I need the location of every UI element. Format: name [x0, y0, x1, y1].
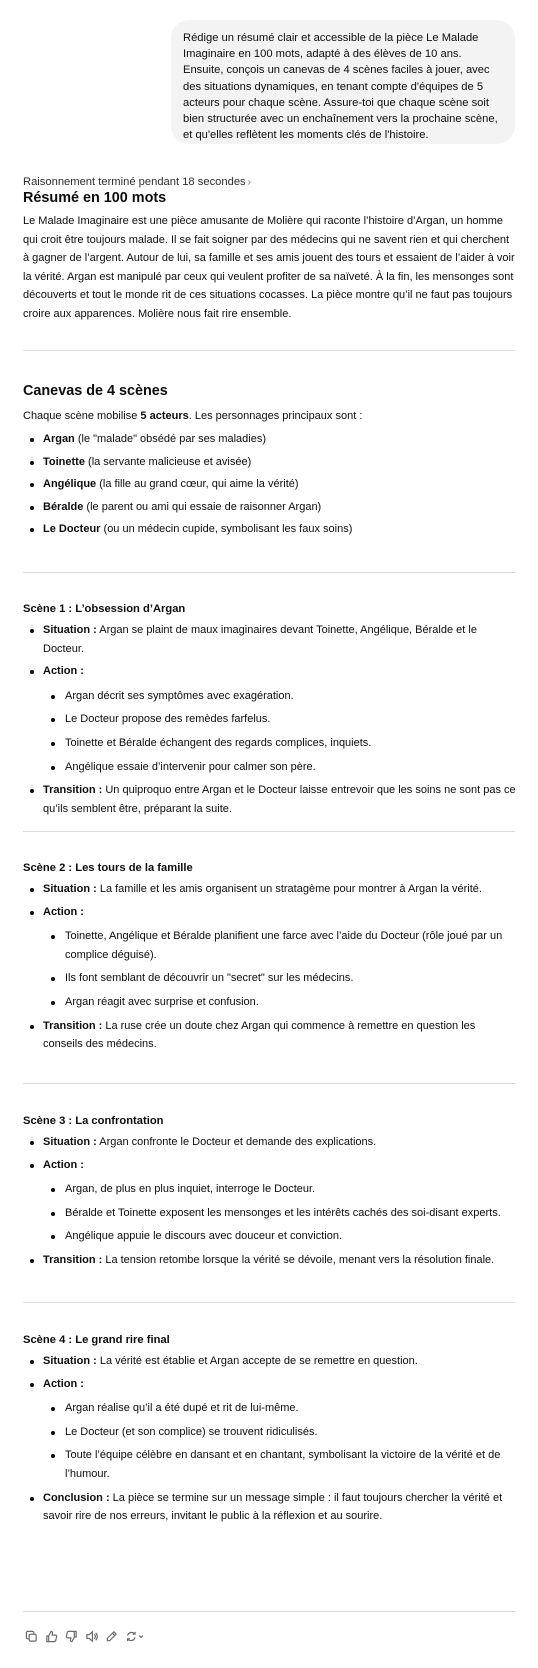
character-desc: (le "malade" obsédé par ses maladies)	[74, 433, 267, 445]
scene-1-list	[23, 621, 517, 818]
action-item: Toinette et Béralde échangent des regards complices, inquiets.	[23, 734, 517, 753]
scene-action	[23, 662, 517, 776]
situation-text: La famille et les amis organisent un stratagème pour montrer à Argan la vérité.	[96, 883, 482, 895]
transition-text: Un quiproquo entre Argan et le Docteur laisse entrevoir que les soins ne sont pas ce qu’ils semblent être, préparant la suite.	[43, 784, 516, 815]
character-name: Argan	[43, 433, 75, 445]
divider	[23, 572, 515, 573]
scene-1-title: Scène 1 : L’obsession d’Argan	[23, 603, 186, 615]
regenerate-icon[interactable]	[124, 1629, 146, 1643]
copy-icon[interactable]	[24, 1629, 38, 1643]
situation-label: Situation :	[43, 1355, 97, 1367]
action-item: Argan réagit avec surprise et confusion.	[23, 993, 517, 1012]
user-message-text: Rédige un résumé clair et accessible de la pièce Le Malade Imaginaire en 100 mots, adapté à des élèves de 10 ans. Ensuite, conçois un canevas de 4 scènes faciles à jouer, avec des situations dynamiques, en tenant compte d'équipes de 5 acteurs pour chaque scène. Assure-toi que chaque scène soit bien structurée avec un enchaînement vers la prochaine scène, et qu'elles reflètent les moments clés de l'histoire.	[183, 32, 498, 142]
scene-conclusion	[23, 1489, 517, 1526]
scene-action	[23, 903, 517, 1012]
transition-label: Transition :	[43, 1253, 103, 1266]
situation-text: Argan se plaint de maux imaginaires devant Toinette, Angélique, Béralde et le Docteur.	[43, 624, 477, 655]
action-label: Action :	[43, 905, 84, 918]
character-desc: (la servante malicieuse et avisée)	[84, 455, 252, 468]
chevron-down-icon	[139, 1635, 143, 1637]
scene-transition	[23, 781, 517, 818]
action-item: Argan, de plus en plus inquiet, interroge le Docteur.	[23, 1180, 517, 1199]
character-name: Le Docteur	[43, 523, 101, 536]
transition-label: Transition :	[43, 784, 103, 797]
character-desc: (le parent ou ami qui essaie de raisonner Argan)	[83, 500, 322, 513]
reasoning-label: Raisonnement terminé pendant 18 secondes	[23, 176, 246, 188]
character-item	[23, 453, 517, 472]
action-item: Le Docteur propose des remèdes farfelus.	[23, 710, 517, 729]
canvas-intro-suffix: . Les personnages principaux sont :	[188, 410, 363, 422]
conclusion-text: La pièce se termine sur un message simple : il faut toujours chercher la vérité et savoir rire de nos erreurs, invitant le public à la réflexion et au sourire.	[43, 1491, 503, 1523]
action-item: Angélique essaie d’intervenir pour calmer son père.	[23, 758, 517, 777]
action-item: Béralde et Toinette exposent les mensonges et les intérêts cachés des soi-disant experts.	[23, 1204, 517, 1223]
summary-title: Résumé en 100 mots	[23, 190, 167, 206]
canvas-intro	[23, 407, 517, 426]
action-label: Action :	[43, 1377, 84, 1390]
character-item	[23, 520, 517, 539]
situation-label: Situation :	[43, 624, 97, 636]
divider	[23, 350, 515, 351]
action-item: Argan décrit ses symptômes avec exagération.	[23, 687, 517, 706]
situation-text: La vérité est établie et Argan accepte de se remettre en question.	[96, 1355, 418, 1367]
transition-text: La tension retombe lorsque la vérité se dévoile, menant vers la résolution finale.	[102, 1253, 495, 1266]
character-item	[23, 430, 517, 449]
scene-action	[23, 1156, 517, 1246]
action-item: Ils font semblant de découvrir un "secret" sur les médecins.	[23, 969, 517, 988]
divider	[23, 1611, 515, 1612]
action-label: Action :	[43, 1158, 84, 1171]
speaker-icon[interactable]	[84, 1629, 98, 1643]
user-message-bubble	[171, 20, 515, 144]
message-actions-toolbar	[24, 1629, 146, 1643]
situation-label: Situation :	[43, 1136, 97, 1148]
divider	[23, 1302, 515, 1303]
scene-transition	[23, 1017, 517, 1054]
thumbs-up-icon[interactable]	[44, 1629, 58, 1643]
transition-text: La ruse crée un doute chez Argan qui commence à remettre en question les conseils des médecins.	[43, 1019, 476, 1051]
character-name: Béralde	[43, 500, 84, 513]
character-item	[23, 475, 517, 494]
canvas-title: Canevas de 4 scènes	[23, 383, 168, 399]
character-name: Angélique	[43, 478, 97, 491]
action-item: Argan réalise qu’il a été dupé et rit de lui-même.	[23, 1399, 517, 1418]
character-item	[23, 498, 517, 517]
action-item: Toute l’équipe célèbre en dansant et en chantant, symbolisant la victoire de la vérité et de l’humour.	[23, 1446, 517, 1483]
action-item: Angélique appuie le discours avec douceur et conviction.	[23, 1227, 517, 1246]
canvas-intro-prefix: Chaque scène mobilise	[23, 410, 141, 422]
scene-situation	[23, 621, 517, 658]
situation-label: Situation :	[43, 883, 97, 895]
canvas-intro-bold: 5 acteurs	[140, 410, 189, 422]
action-label: Action :	[43, 665, 84, 678]
scene-situation	[23, 1133, 517, 1152]
scene-2-title: Scène 2 : Les tours de la famille	[23, 862, 193, 874]
scene-4-list	[23, 1352, 517, 1526]
scene-action	[23, 1375, 517, 1484]
chevron-right-icon: ›	[247, 177, 251, 188]
conclusion-label: Conclusion :	[43, 1491, 110, 1504]
thumbs-down-icon[interactable]	[64, 1629, 78, 1643]
scene-3-list	[23, 1133, 517, 1270]
action-item: Le Docteur (et son complice) se trouvent ridiculisés.	[23, 1423, 517, 1442]
scene-4-title: Scène 4 : Le grand rire final	[23, 1334, 170, 1346]
character-desc: (ou un médecin cupide, symbolisant les faux soins)	[100, 523, 353, 536]
scene-2-list	[23, 880, 517, 1054]
scene-3-title: Scène 3 : La confrontation	[23, 1115, 164, 1127]
character-name: Toinette	[43, 455, 85, 468]
scene-situation	[23, 1352, 517, 1371]
situation-text: Argan confronte le Docteur et demande des explications.	[96, 1136, 377, 1148]
transition-label: Transition :	[43, 1019, 103, 1032]
edit-icon[interactable]	[104, 1629, 118, 1643]
divider	[23, 1083, 515, 1084]
action-item: Toinette, Angélique et Béralde planifient une farce avec l’aide du Docteur (rôle joué par un complice déguisé).	[23, 927, 517, 964]
reasoning-toggle[interactable]	[23, 176, 251, 188]
divider	[23, 831, 515, 832]
summary-text: Le Malade Imaginaire est une pièce amusante de Molière qui raconte l’histoire d’Argan, un homme qui croit être toujours malade. Il se fait soigner par des médecins qui ne savent rien et qui cherchent à gagner de l’argent. Autour de lui, sa famille et ses amis jouent des tours et essaient de l’aider à voir la vérité. Argan est manipulé par ceux qui veulent profiter de sa naïveté. À la fin, les mensonges sont découverts et tout le monde rit de ces situations cocasses. La pièce montre qu’il ne faut pas toujours croire aux apparences. Molière nous fait rire ensemble.	[23, 215, 515, 320]
character-desc: (la fille au grand cœur, qui aime la vérité)	[96, 478, 299, 491]
scene-transition	[23, 1251, 517, 1270]
scene-situation	[23, 880, 517, 899]
characters-list	[23, 430, 517, 539]
